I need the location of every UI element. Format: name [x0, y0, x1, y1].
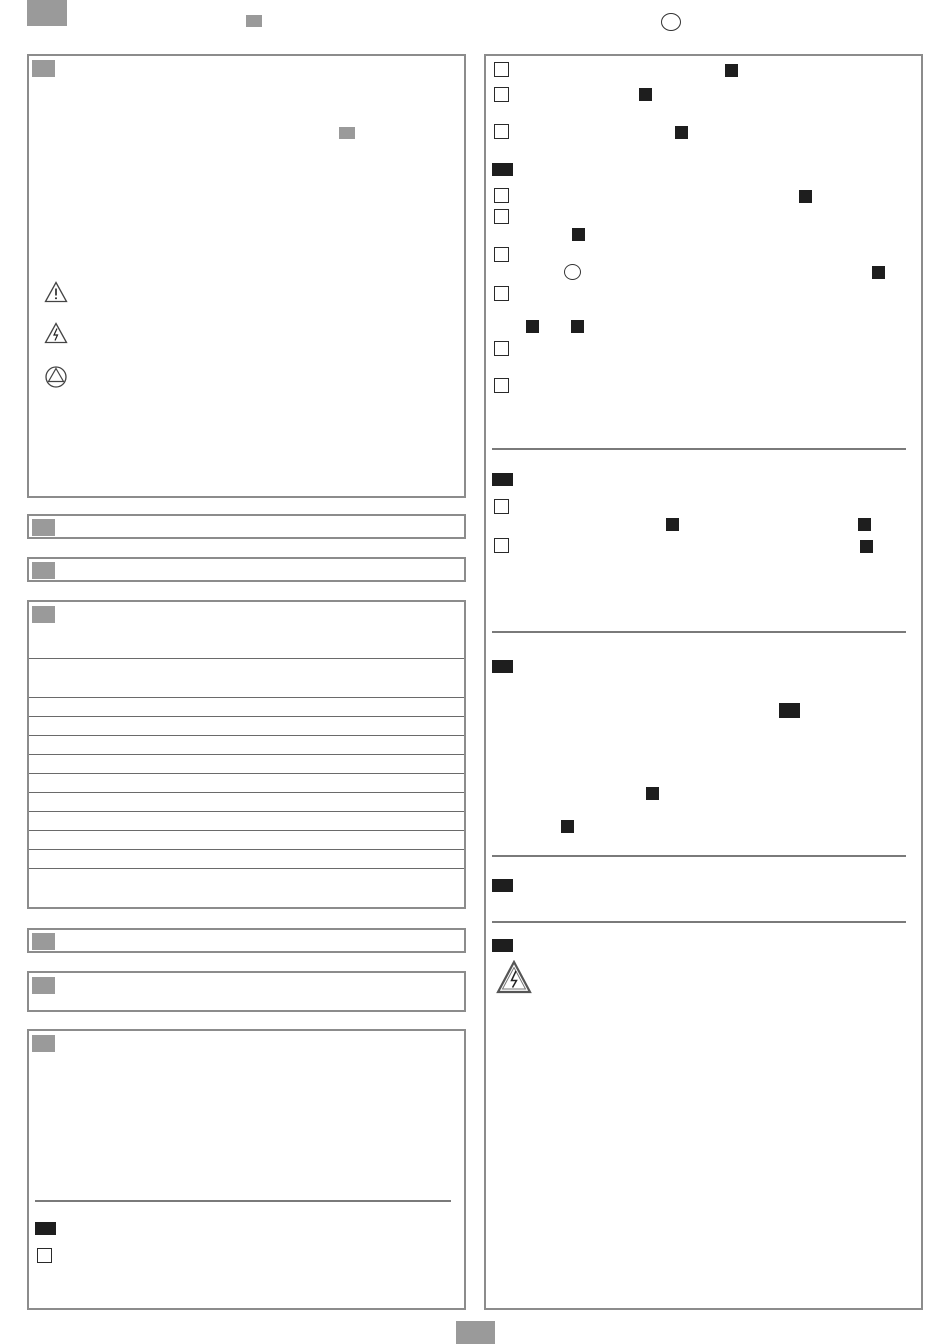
black-marker — [571, 320, 584, 333]
header-circle-symbol — [661, 13, 681, 31]
section-marker — [32, 519, 55, 536]
black-marker — [779, 703, 800, 718]
left-panel-7 — [27, 1029, 466, 1310]
checkbox[interactable] — [494, 499, 509, 514]
checkbox[interactable] — [494, 188, 509, 203]
black-marker — [872, 266, 885, 279]
black-marker — [492, 163, 513, 176]
section-rule — [492, 921, 906, 923]
section-marker — [32, 562, 55, 579]
checkbox[interactable] — [494, 286, 509, 301]
table-rule — [29, 716, 464, 717]
black-marker — [860, 540, 873, 553]
section-rule — [492, 631, 906, 633]
checkbox[interactable] — [494, 538, 509, 553]
section-marker — [32, 977, 55, 994]
section-marker — [32, 60, 55, 77]
table-rule — [29, 658, 464, 659]
left-panel-table — [27, 600, 466, 909]
checkbox[interactable] — [494, 341, 509, 356]
inline-grey-marker — [339, 127, 355, 139]
black-marker — [561, 820, 574, 833]
right-panel — [484, 54, 923, 1310]
left-panel-1 — [27, 54, 466, 498]
table-rule — [29, 773, 464, 774]
checkbox[interactable] — [494, 62, 509, 77]
black-marker — [725, 64, 738, 77]
black-marker — [35, 1222, 56, 1235]
table-rule — [29, 697, 464, 698]
checkbox[interactable] — [494, 247, 509, 262]
section-marker — [32, 1035, 55, 1052]
checkbox[interactable] — [494, 124, 509, 139]
black-marker — [572, 228, 585, 241]
table-rule — [29, 868, 464, 869]
left-panel-6 — [27, 971, 466, 1012]
left-panel-5 — [27, 928, 466, 953]
header-grey-tab — [27, 0, 67, 26]
table-rule — [29, 792, 464, 793]
circle-triangle-symbol-icon — [44, 365, 68, 389]
section-rule — [492, 855, 906, 857]
section-rule — [35, 1200, 451, 1202]
section-marker — [32, 606, 55, 623]
table-rule — [29, 754, 464, 755]
table-rule — [29, 830, 464, 831]
black-marker — [526, 320, 539, 333]
black-marker — [646, 787, 659, 800]
table-rule — [29, 811, 464, 812]
table-rule — [29, 735, 464, 736]
black-marker — [492, 879, 513, 892]
black-marker — [492, 473, 513, 486]
warning-triangle-icon — [44, 281, 68, 303]
checkbox[interactable] — [494, 209, 509, 224]
black-marker — [492, 939, 513, 952]
black-marker — [639, 88, 652, 101]
left-panel-3 — [27, 557, 466, 582]
electric-hazard-icon — [44, 322, 68, 344]
black-marker — [858, 518, 871, 531]
section-rule — [492, 448, 906, 450]
checkbox[interactable] — [37, 1248, 52, 1263]
checkbox[interactable] — [494, 87, 509, 102]
black-marker — [675, 126, 688, 139]
black-marker — [492, 660, 513, 673]
black-marker — [799, 190, 812, 203]
footer-page-tab — [456, 1321, 495, 1344]
header-grey-marker — [246, 15, 262, 27]
left-panel-2 — [27, 514, 466, 539]
section-marker — [32, 933, 55, 950]
checkbox[interactable] — [494, 378, 509, 393]
electric-hazard-icon — [496, 960, 532, 994]
black-marker — [666, 518, 679, 531]
table-rule — [29, 849, 464, 850]
circle-symbol — [564, 264, 581, 280]
